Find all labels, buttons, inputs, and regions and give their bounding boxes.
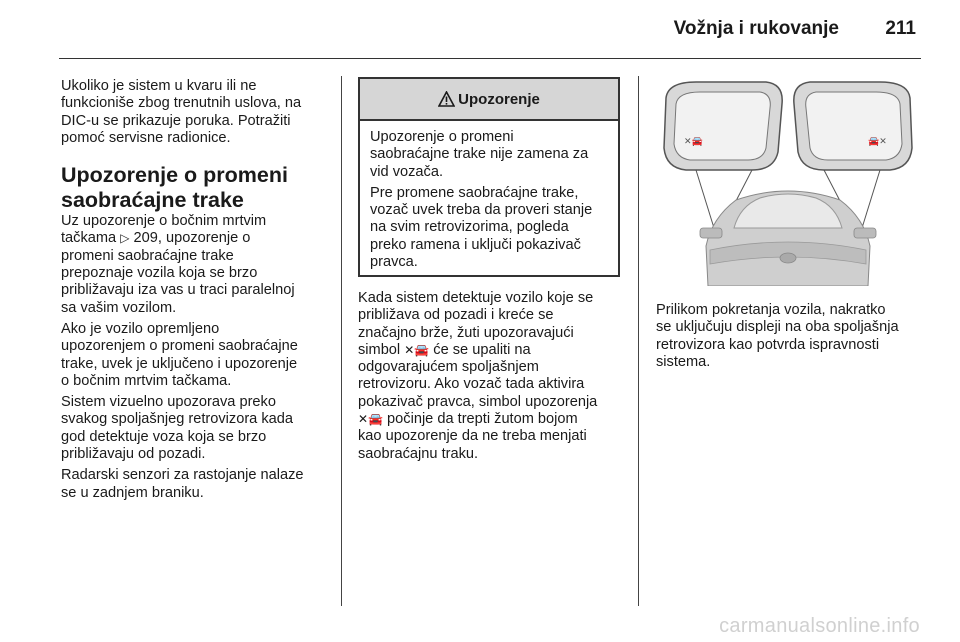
column-1 — [61, 78, 333, 506]
left-mirror-illustration — [664, 82, 782, 170]
warning-title: Upozorenje — [458, 90, 540, 108]
right-mirror-illustration — [794, 82, 912, 170]
page-section-title: Vožnja i rukovanje — [673, 18, 839, 39]
column-3 — [656, 302, 924, 375]
page-reference-arrow-icon: ▷ — [120, 231, 130, 246]
page-number: 211 — [885, 18, 916, 39]
paragraph-visual-warning: Sistem vizuelno upozorava preko svakog spoljašnjeg retrovizora kada god detektuje voza koja se brzo približavaju od pozadi. — [61, 394, 294, 463]
warning-header — [360, 79, 618, 121]
side-blind-zone-warning-icon: ✕🚘 — [404, 342, 430, 357]
warning-paragraph-2: Pre promene saobraćajne trake, vozač uvek treba da proveri stanje na svim retrovizorima, pogleda preko ramena i uključi pokazivač pravca. — [370, 184, 593, 271]
section-heading: Upozorenje o promeni saobraćajne trake — [61, 163, 288, 213]
svg-text:🚘✕: 🚘✕ — [868, 137, 887, 147]
warning-paragraph-1: Upozorenje o promeni saobraćajne trake nije zamena za vid vozača. — [370, 129, 589, 180]
side-blind-zone-warning-icon: ✕🚘 — [358, 412, 383, 427]
page-reference[interactable]: 209 — [133, 230, 158, 247]
car-rear-illustration — [700, 191, 876, 286]
paragraph-intro: Uz upozorenje o bočnim mrtvim tačkama ▷ 209, upozorenje o promeni saobraćajne trake prepoznaje vozila koja se brzo približavaju iza vas u traci paralelnoj sa vašim vozilom. — [61, 213, 295, 316]
warning-triangle-icon — [438, 91, 455, 107]
mirror-illustration — [656, 78, 920, 286]
header-divider — [59, 58, 921, 59]
paragraph-system-fault: Ukoliko je sistem u kvaru ili ne funkcioniše zbog trenutnih uslova, na DIC-u se prikazuje poruka. Potražiti pomoć servisne radionice. — [61, 78, 302, 146]
paragraph-equipped: Ako je vozilo opremljeno upozorenjem o promeni saobraćajne trake, uvek je uključeno i upozorenje o bočnim mrtvim tačkama. — [61, 320, 298, 389]
column-2 — [358, 290, 624, 467]
column-divider-2 — [638, 76, 639, 606]
svg-text:✕🚘: ✕🚘 — [684, 137, 703, 147]
watermark: carmanualsonline.info — [719, 615, 920, 637]
column-divider-1 — [341, 76, 342, 606]
paragraph-radar-sensors: Radarski senzori za rastojanje nalaze se u zadnjem braniku. — [61, 467, 304, 501]
paragraph-startup-check: Prilikom pokretanja vozila, nakratko se uključuju displeji na oba spoljašnja retrovizora kao potvrda ispravnosti sistema. — [656, 302, 899, 370]
warning-body — [360, 121, 618, 271]
warning-box — [358, 77, 620, 277]
paragraph-detection: Kada sistem detektuje vozilo koje se približava od pozadi i kreće se značajno brže, žuti upozoravajući simbol ✕🚘 će se upaliti na odgovarajućem spoljašnjem retrovizoru. Ako vozač tada aktivira pokazivač pravca, simbol upozorenja ✕🚘 počinje da trepti žutom bojom kao upozorenje da ne treba menjati saobraćajnu traku. — [358, 290, 598, 462]
